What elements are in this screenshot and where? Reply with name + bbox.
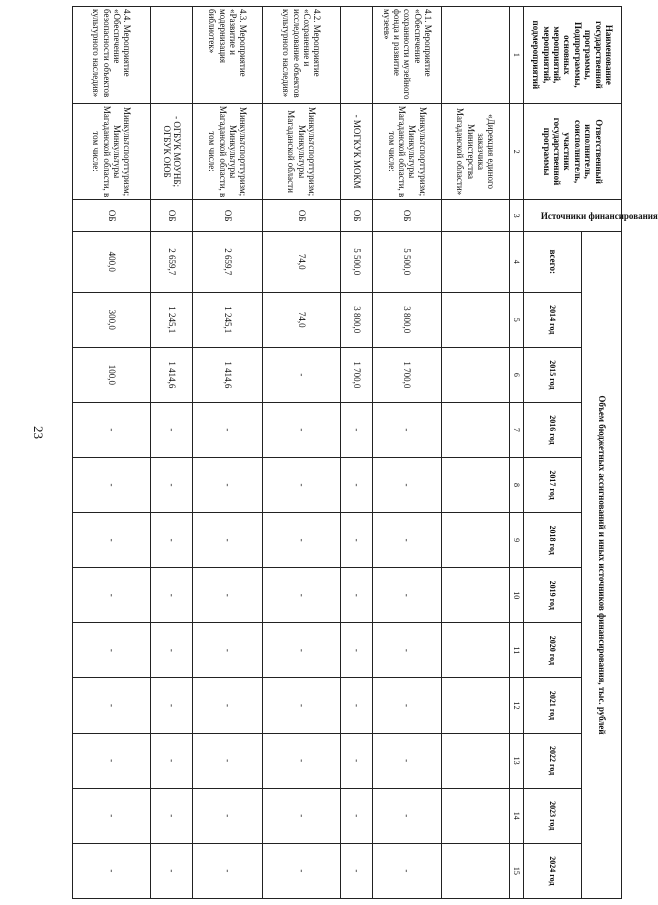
- cell-year-value: 3 800,0: [372, 292, 442, 347]
- cell-year-value: -: [341, 678, 373, 733]
- column-number: 7: [510, 402, 524, 457]
- cell-name: 4.1. Мероприятие «Обеспечение сохранности музейного фонда и развитие музеев»: [372, 7, 442, 104]
- table-row: [151, 7, 193, 899]
- cell-year-value: -: [341, 623, 373, 678]
- column-number: 3: [510, 200, 524, 231]
- cell-year-value: -: [372, 457, 442, 512]
- header-funding-group: Объем бюджетных ассигнований и иных источников финансирования, тыс. рублей: [582, 231, 622, 898]
- cell-name: [341, 7, 373, 104]
- column-number: 11: [510, 623, 524, 678]
- column-number: 15: [510, 843, 524, 898]
- cell-total: 5 500,0: [372, 231, 442, 292]
- cell-year-value: 1 245,1: [193, 292, 263, 347]
- column-number: 1: [510, 7, 524, 104]
- cell-source: ОБ: [193, 200, 263, 231]
- header-year: 2024 год: [524, 843, 582, 898]
- header-total: всего:: [524, 231, 582, 292]
- cell-year-value: -: [73, 457, 151, 512]
- cell-year-value: [442, 347, 510, 402]
- cell-year-value: -: [263, 733, 341, 788]
- cell-year-value: [442, 843, 510, 898]
- cell-source: ОБ: [372, 200, 442, 231]
- cell-source: ОБ: [341, 200, 373, 231]
- cell-year-value: [442, 292, 510, 347]
- cell-executor: «Дирекция единого заказчика Министерства Магаданской области»: [442, 103, 510, 200]
- cell-year-value: -: [263, 347, 341, 402]
- page-number: 23: [31, 426, 46, 439]
- table-row: [372, 7, 442, 899]
- cell-year-value: -: [372, 678, 442, 733]
- header-year: 2019 год: [524, 568, 582, 623]
- cell-total: 400,0: [73, 231, 151, 292]
- cell-year-value: [442, 513, 510, 568]
- cell-year-value: -: [263, 457, 341, 512]
- header-year: 2021 год: [524, 678, 582, 733]
- cell-executor: - ОГБУК МОУНБ; ОГБУК ОЮБ: [151, 103, 193, 200]
- cell-year-value: -: [151, 402, 193, 457]
- cell-year-value: 1 700,0: [341, 347, 373, 402]
- column-number: 9: [510, 513, 524, 568]
- column-number: 2: [510, 103, 524, 200]
- cell-year-value: -: [193, 623, 263, 678]
- cell-year-value: [442, 568, 510, 623]
- cell-year-value: -: [193, 788, 263, 843]
- cell-year-value: [442, 623, 510, 678]
- cell-year-value: -: [193, 678, 263, 733]
- cell-year-value: -: [372, 402, 442, 457]
- cell-year-value: -: [73, 568, 151, 623]
- cell-year-value: -: [193, 843, 263, 898]
- cell-year-value: -: [151, 843, 193, 898]
- header-source: [524, 200, 658, 231]
- table-row: [442, 7, 510, 899]
- cell-name: [151, 7, 193, 104]
- cell-source: ОБ: [151, 200, 193, 231]
- table-row: [263, 7, 341, 899]
- cell-year-value: -: [73, 513, 151, 568]
- cell-year-value: -: [341, 513, 373, 568]
- cell-year-value: -: [193, 402, 263, 457]
- cell-executor: Минкультспорттуризм; Минкультуры Магаданской области, в том числе:: [73, 103, 151, 200]
- cell-year-value: -: [341, 457, 373, 512]
- cell-name: 4.3. Мероприятие «Развитие и модернизация библиотек»: [193, 7, 263, 104]
- cell-year-value: -: [73, 788, 151, 843]
- cell-year-value: -: [73, 733, 151, 788]
- cell-year-value: -: [193, 733, 263, 788]
- cell-year-value: -: [341, 568, 373, 623]
- cell-year-value: -: [73, 678, 151, 733]
- cell-year-value: -: [341, 733, 373, 788]
- cell-year-value: 1 700,0: [372, 347, 442, 402]
- cell-total: [442, 231, 510, 292]
- budget-table-rotated: [72, 6, 658, 899]
- header-year: 2016 год: [524, 402, 582, 457]
- column-number: 13: [510, 733, 524, 788]
- cell-year-value: -: [151, 457, 193, 512]
- cell-year-value: -: [263, 623, 341, 678]
- cell-year-value: -: [372, 513, 442, 568]
- column-number: 8: [510, 457, 524, 512]
- cell-source: [442, 200, 510, 231]
- cell-source: ОБ: [73, 200, 151, 231]
- header-year: 2017 год: [524, 457, 582, 512]
- cell-year-value: 3 800,0: [341, 292, 373, 347]
- table-row: [193, 7, 263, 899]
- table-row: [73, 7, 151, 899]
- cell-year-value: -: [193, 513, 263, 568]
- header-executor: Ответственный исполнитель, соисполнитель, участник государственной программы: [524, 103, 622, 200]
- cell-year-value: 1 245,1: [151, 292, 193, 347]
- cell-name: [442, 7, 510, 104]
- cell-year-value: 100,0: [73, 347, 151, 402]
- header-year: 2018 год: [524, 513, 582, 568]
- cell-executor: Минкультспорттуризм; Минкультуры Магаданской области: [263, 103, 341, 200]
- header-year: 2015 год: [524, 347, 582, 402]
- header-year: 2014 год: [524, 292, 582, 347]
- column-number: 4: [510, 231, 524, 292]
- cell-year-value: -: [263, 678, 341, 733]
- cell-year-value: [442, 788, 510, 843]
- cell-year-value: [442, 678, 510, 733]
- cell-year-value: -: [263, 843, 341, 898]
- cell-year-value: -: [151, 623, 193, 678]
- cell-year-value: [442, 402, 510, 457]
- cell-year-value: -: [193, 457, 263, 512]
- cell-total: 2 659,7: [193, 231, 263, 292]
- cell-year-value: -: [151, 568, 193, 623]
- column-number: 10: [510, 568, 524, 623]
- column-number: 5: [510, 292, 524, 347]
- header-year: 2022 год: [524, 733, 582, 788]
- cell-year-value: -: [341, 788, 373, 843]
- cell-year-value: -: [372, 568, 442, 623]
- budget-table: [72, 6, 658, 899]
- cell-year-value: -: [341, 402, 373, 457]
- cell-year-value: -: [372, 733, 442, 788]
- cell-year-value: -: [372, 843, 442, 898]
- header-year: 2023 год: [524, 788, 582, 843]
- cell-total: 2 659,7: [151, 231, 193, 292]
- cell-year-value: -: [193, 568, 263, 623]
- cell-name: 4.4. Мероприятие «Обеспечение безопасности объектов культурного наследия»: [73, 7, 151, 104]
- cell-year-value: [442, 733, 510, 788]
- cell-year-value: 1 414,6: [193, 347, 263, 402]
- cell-year-value: 1 414,6: [151, 347, 193, 402]
- column-number: 14: [510, 788, 524, 843]
- cell-year-value: -: [263, 402, 341, 457]
- cell-total: 74,0: [263, 231, 341, 292]
- cell-year-value: -: [73, 623, 151, 678]
- cell-year-value: -: [73, 402, 151, 457]
- cell-year-value: [442, 457, 510, 512]
- cell-year-value: -: [341, 843, 373, 898]
- header-year: 2020 год: [524, 623, 582, 678]
- cell-name: 4.2. Мероприятие «Сохранение и исследование объектов культурного наследия»: [263, 7, 341, 104]
- cell-year-value: 74,0: [263, 292, 341, 347]
- cell-year-value: -: [151, 513, 193, 568]
- cell-year-value: -: [151, 788, 193, 843]
- header-name: Наименование государственной программы, Подпрограммы, основных мероприятий, мероприятий, подмероприятий: [524, 7, 622, 104]
- cell-year-value: -: [263, 788, 341, 843]
- cell-year-value: -: [151, 678, 193, 733]
- cell-executor: Минкультспорттуризм; Минкультуры Магаданской области, в том числе:: [193, 103, 263, 200]
- cell-year-value: -: [372, 623, 442, 678]
- cell-executor: Минкультспорттуризм; Минкультуры Магаданской области, в том числе:: [372, 103, 442, 200]
- header-source-label: Источники финансирования: [541, 210, 658, 221]
- cell-source: ОБ: [263, 200, 341, 231]
- cell-year-value: -: [73, 843, 151, 898]
- cell-year-value: 300,0: [73, 292, 151, 347]
- column-number: 6: [510, 347, 524, 402]
- table-row: [341, 7, 373, 899]
- cell-year-value: -: [263, 568, 341, 623]
- cell-year-value: -: [263, 513, 341, 568]
- cell-executor: - МОГКУК МОКМ: [341, 103, 373, 200]
- column-number: 12: [510, 678, 524, 733]
- cell-year-value: -: [151, 733, 193, 788]
- cell-total: 5 500,0: [341, 231, 373, 292]
- cell-year-value: -: [372, 788, 442, 843]
